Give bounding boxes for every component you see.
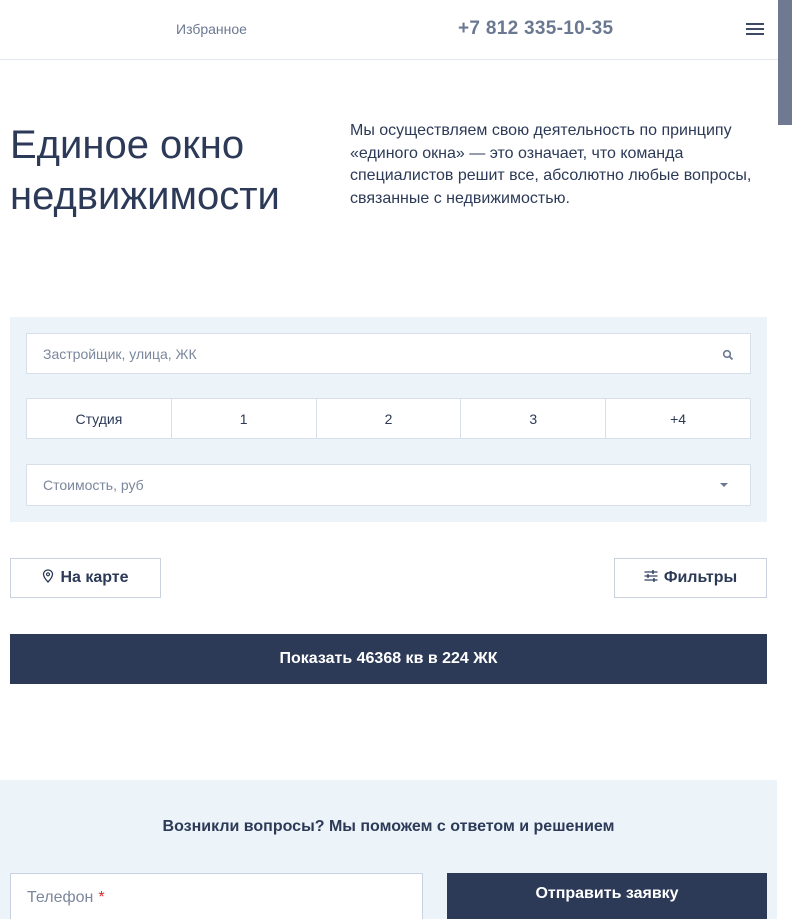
- price-select-label: Стоимость, руб: [43, 477, 144, 493]
- hamburger-menu-icon[interactable]: [744, 20, 766, 40]
- phone-field-placeholder: Телефон: [27, 889, 94, 906]
- rooms-selector: [26, 398, 751, 439]
- submit-request-button[interactable]: Отправить заявку: [447, 873, 767, 919]
- contact-title: Возникли вопросы? Мы поможем с ответом и решением: [162, 818, 615, 835]
- phone-field[interactable]: [10, 873, 423, 919]
- hero-description: Мы осуществляем свою деятельность по принципу «единого окна» — это означает, что команда специалистов решит все, абсолютно любые вопросы, связанные с недвижимостью.: [350, 122, 752, 207]
- chevron-down-icon: [720, 483, 728, 487]
- scrollbar-thumb[interactable]: [778, 0, 792, 125]
- filters-button[interactable]: [614, 558, 767, 598]
- show-results-button[interactable]: Показать 46368 кв в 224 ЖК: [10, 634, 767, 684]
- search-box[interactable]: [26, 333, 751, 374]
- search-input[interactable]: [43, 346, 722, 362]
- contact-section: [0, 780, 777, 919]
- room-option-4plus[interactable]: +4: [670, 410, 687, 427]
- filters-button-label: Фильтры: [663, 569, 738, 586]
- search-icon[interactable]: [722, 348, 734, 360]
- scrollbar[interactable]: [778, 0, 792, 919]
- required-mark: *: [98, 889, 105, 906]
- sliders-icon: [644, 569, 658, 587]
- map-button-label: На карте: [60, 569, 129, 586]
- room-option-1[interactable]: 1: [172, 399, 317, 438]
- room-option-3[interactable]: 3: [461, 399, 606, 438]
- map-pin-icon: [42, 569, 54, 588]
- favorites-link[interactable]: Избранное: [176, 21, 247, 37]
- header-phone[interactable]: +7 812 335-10-35: [458, 18, 614, 39]
- site-header: [0, 0, 778, 60]
- room-option-2[interactable]: 2: [317, 399, 462, 438]
- room-option-studio[interactable]: Студия: [27, 399, 172, 438]
- price-select[interactable]: [26, 464, 751, 506]
- map-button[interactable]: [10, 558, 161, 598]
- page-title: Единое окно недвижимости: [10, 123, 280, 218]
- search-panel: [10, 317, 767, 522]
